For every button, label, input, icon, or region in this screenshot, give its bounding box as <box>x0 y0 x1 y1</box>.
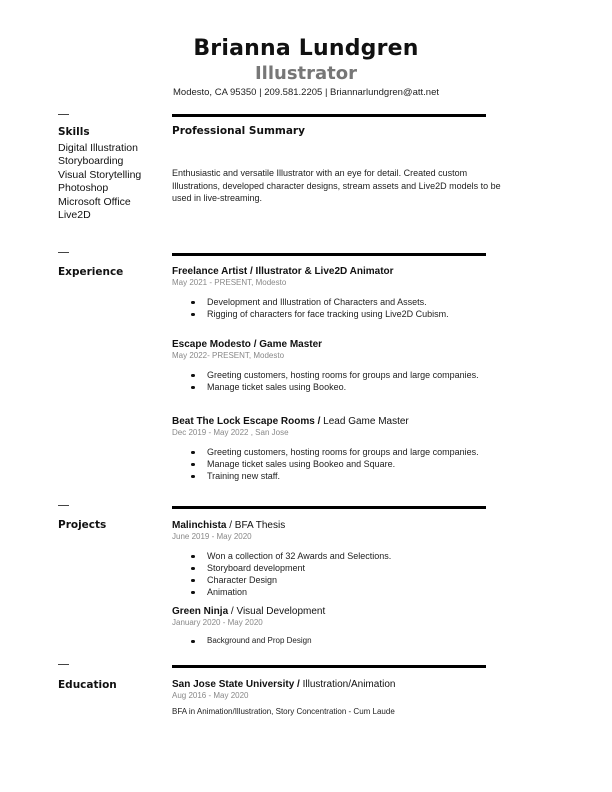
job-date: Dec 2019 - May 2022 , San Jose <box>172 428 289 437</box>
job-entry <box>172 415 502 482</box>
skill-item: Photoshop <box>58 182 109 195</box>
skill-item: Digital Illustration <box>58 142 138 154</box>
education-date: Aug 2016 - May 2020 <box>172 691 249 700</box>
candidate-title: Illustrator <box>254 63 358 84</box>
bullet-item: Character Design <box>172 574 502 586</box>
bullet-item: Greeting customers, hosting rooms for groups and large companies. <box>172 369 502 381</box>
bullet-item: Manage ticket sales using Bookeo. <box>172 381 502 393</box>
section-dash <box>58 252 69 253</box>
job-bullets <box>172 446 502 482</box>
bullet-item: Greeting customers, hosting rooms for groups and large companies. <box>172 446 502 458</box>
bullet-item: Development and Illustration of Characters and Assets. <box>172 296 502 308</box>
school-title: San Jose State University / Illustration/Animation <box>172 679 396 690</box>
job-bullets <box>172 296 502 320</box>
skill-item: Live2D <box>58 209 91 222</box>
job-entry <box>172 265 502 320</box>
bullet-item: Won a collection of 32 Awards and Selections. <box>172 550 502 562</box>
skills-label: Skills <box>58 126 90 138</box>
education-entry <box>172 678 502 717</box>
section-rule <box>172 506 486 509</box>
skill-item: Storyboarding <box>58 155 124 168</box>
section-rule <box>172 665 486 668</box>
section-rule <box>172 114 486 117</box>
bullet-item: Rigging of characters for face tracking using Live2D Cubism. <box>172 308 502 320</box>
experience-label: Experience <box>58 266 124 278</box>
bullet-item: Background and Prop Design <box>172 635 502 647</box>
summary-text: Enthusiastic and versatile Illustrator with an eye for detail. Created custom Illustrations, developed character designs, stream assets and Live2D models to be used in live-streaming. <box>172 168 501 204</box>
contact-info: Modesto, CA 95350 | 209.581.2205 | Briannarlundgren@att.net <box>173 87 439 98</box>
job-bullets <box>172 369 502 393</box>
section-dash <box>58 505 69 506</box>
skill-item: Microsoft Office <box>58 195 131 208</box>
project-bullets <box>172 635 502 647</box>
bullet-item: Animation <box>172 586 502 598</box>
resume-header <box>0 36 612 99</box>
job-date: May 2021 - PRESENT, Modesto <box>172 278 287 287</box>
project-entry <box>172 519 502 598</box>
section-dash <box>58 114 69 115</box>
project-entry <box>172 605 502 647</box>
summary-title: Professional Summary <box>172 125 305 137</box>
skill-item: Visual Storytelling <box>58 168 142 181</box>
section-rule <box>172 253 486 256</box>
bullet-item: Training new staff. <box>172 470 502 482</box>
job-title: Beat The Lock Escape Rooms / Lead Game Master <box>172 416 409 427</box>
job-date: May 2022- PRESENT, Modesto <box>172 351 285 360</box>
project-title: Green Ninja / Visual Development <box>172 606 326 617</box>
job-title: Freelance Artist / Illustrator & Live2D Animator <box>172 266 394 277</box>
bullet-item: Storyboard development <box>172 562 502 574</box>
bullet-item: Manage ticket sales using Bookeo and Square. <box>172 458 502 470</box>
project-date: June 2019 - May 2020 <box>172 532 252 541</box>
projects-label: Projects <box>58 519 107 531</box>
candidate-name: Brianna Lundgren <box>193 36 419 61</box>
job-title: Escape Modesto / Game Master <box>172 339 323 350</box>
job-entry <box>172 338 502 393</box>
section-dash <box>58 664 69 665</box>
project-bullets <box>172 550 502 598</box>
project-title: Malinchista / BFA Thesis <box>172 520 286 531</box>
degree-description: BFA in Animation/Illustration, Story Concentration - Cum Laude <box>172 707 395 716</box>
education-label: Education <box>58 679 117 691</box>
project-date: January 2020 - May 2020 <box>172 618 263 627</box>
skills-list <box>58 142 141 222</box>
